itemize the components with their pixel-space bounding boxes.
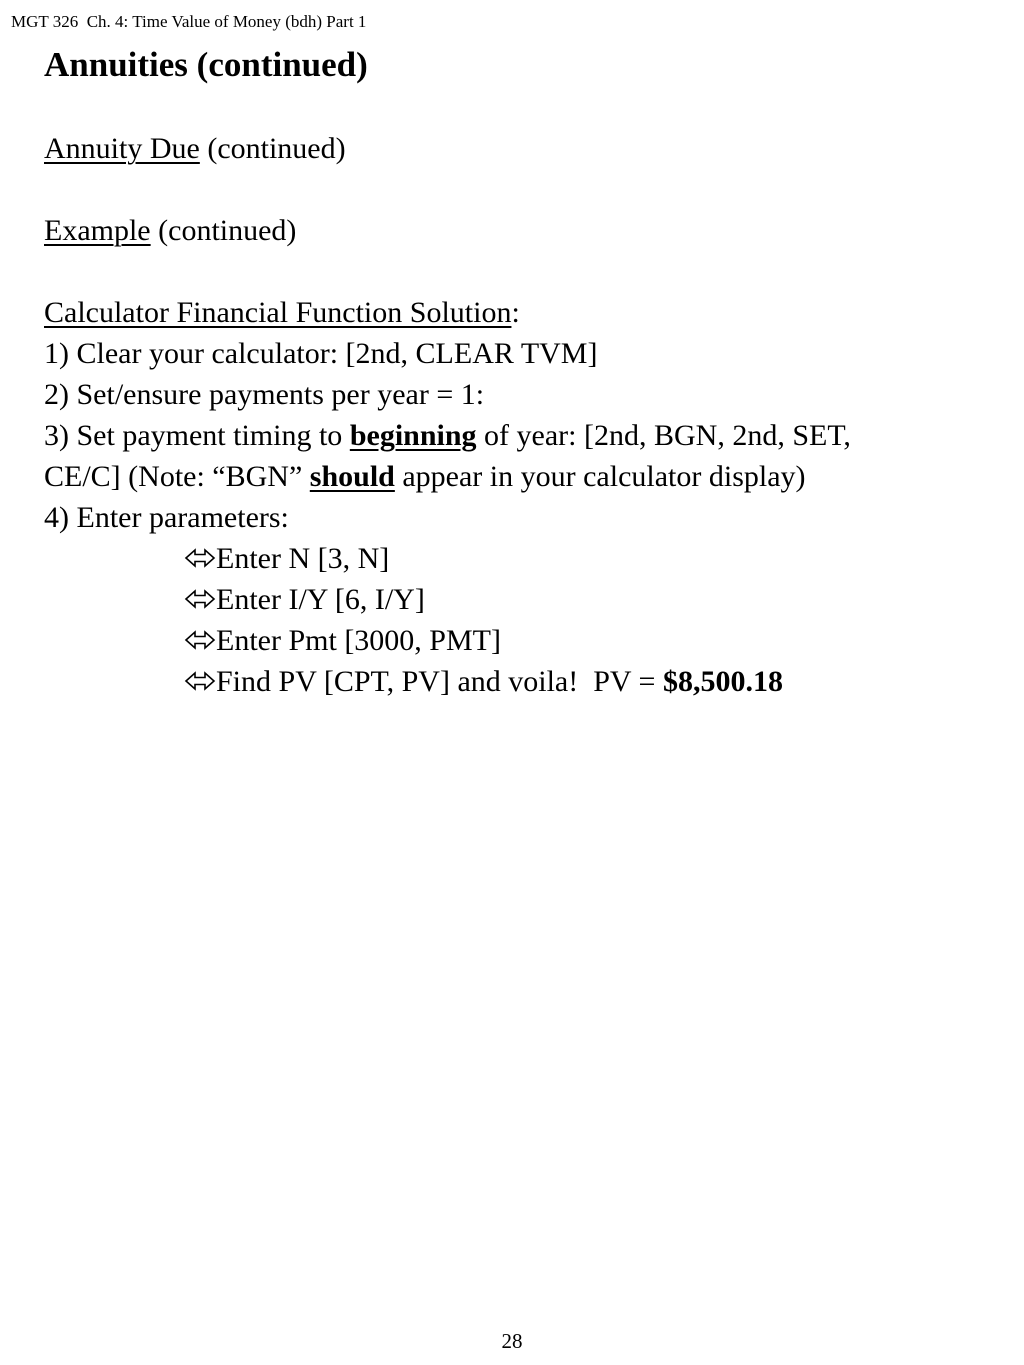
step-3-suffix: of year: [2nd, BGN, 2nd, SET,	[476, 419, 851, 452]
solution-heading	[44, 292, 1004, 333]
left-right-arrow-icon	[184, 629, 216, 651]
annuity-due-suffix: (continued)	[199, 132, 346, 165]
example-suffix: (continued)	[150, 214, 297, 247]
param-n	[44, 538, 1004, 579]
solution-label: Calculator Financial Function Solution	[44, 296, 512, 329]
step-3-line2-prefix: CE/C] (Note: “BGN”	[44, 460, 310, 493]
step-1: 1) Clear your calculator: [2nd, CLEAR TVM]	[44, 337, 598, 370]
step-3-line2-suffix: appear in your calculator display)	[394, 460, 806, 493]
param-pmt-text: Enter Pmt [3000, PMT]	[216, 624, 501, 657]
param-iy	[44, 579, 1004, 620]
step-3-line2-emphasis: should	[309, 460, 395, 493]
step-3-emphasis: beginning	[349, 419, 477, 452]
step-3-prefix: 3) Set payment timing to	[44, 419, 350, 452]
annuity-due-heading: Annuity Due	[44, 132, 200, 165]
left-right-arrow-icon	[184, 670, 216, 692]
param-pv	[44, 661, 1004, 702]
param-pv-text: Find PV [CPT, PV] and voila! PV =	[216, 665, 663, 698]
step-3	[44, 415, 1004, 456]
solution-suffix: :	[511, 296, 520, 329]
example-heading	[44, 210, 1004, 251]
slide-body	[44, 128, 1004, 702]
step-3-continued	[44, 456, 1004, 497]
param-iy-text: Enter I/Y [6, I/Y]	[216, 583, 425, 616]
page-number: 28	[501, 1329, 523, 1353]
pv-result: $8,500.18	[662, 665, 783, 698]
left-right-arrow-icon	[184, 547, 216, 569]
step-2: 2) Set/ensure payments per year = 1:	[44, 378, 485, 411]
section-heading	[44, 128, 1004, 169]
slide-title: Annuities (continued)	[44, 45, 368, 84]
left-right-arrow-icon	[184, 588, 216, 610]
example-label: Example	[44, 214, 151, 247]
param-pmt	[44, 620, 1004, 661]
page-header: MGT 326 Ch. 4: Time Value of Money (bdh) Part 1	[11, 12, 367, 31]
step-4: 4) Enter parameters:	[44, 501, 289, 534]
param-n-text: Enter N [3, N]	[216, 542, 390, 575]
